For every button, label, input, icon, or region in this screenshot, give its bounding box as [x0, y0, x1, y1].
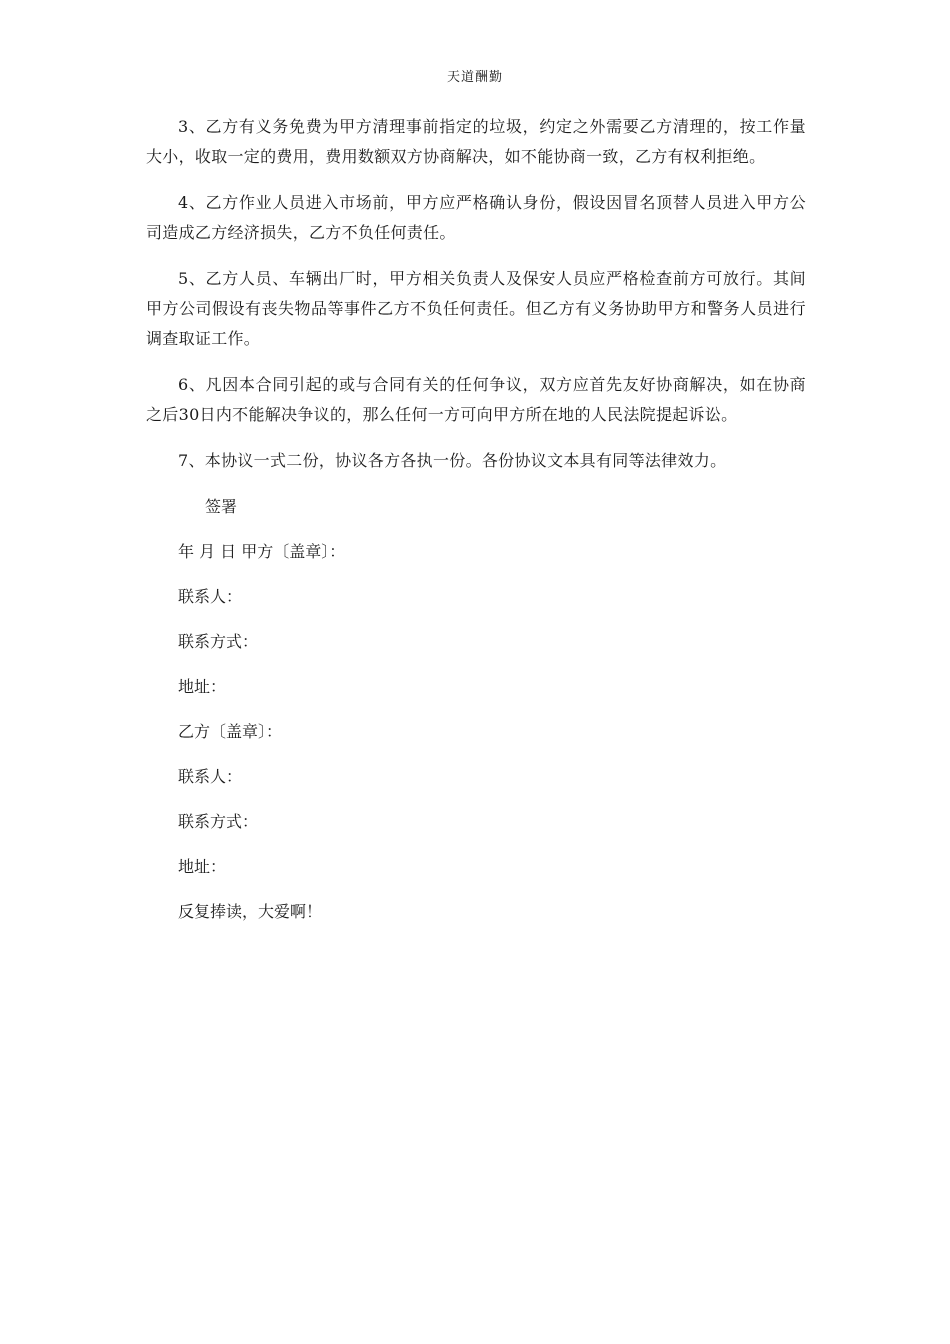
document-body — [146, 112, 806, 942]
party-a-address: 地址： — [178, 677, 227, 696]
clause-5: 5、乙方人员、车辆出厂时，甲方相关负责人及保安人员应严格检查前方可放行。其间甲方公司假设有丧失物品等事件乙方不负任何责任。但乙方有义务协助甲方和警务人员进行调查取证工作。 — [146, 269, 806, 348]
party-a-contact: 联系人： — [178, 587, 243, 606]
clause-7: 7、本协议一式二份，协议各方各执一份。各份协议文本具有同等法律效力。 — [178, 451, 727, 470]
party-b-label: 乙方〔盖章〕： — [178, 722, 283, 741]
party-b-contact: 联系人： — [178, 767, 243, 786]
party-b-address: 地址： — [178, 857, 227, 876]
closing-remark: 反复捧读，大爱啊！ — [178, 902, 323, 921]
page-header: 天道酬勤 — [446, 70, 503, 85]
signature-title: 签署 — [205, 497, 238, 516]
party-a-contact-method: 联系方式： — [178, 632, 259, 651]
clause-3: 3、乙方有义务免费为甲方清理事前指定的垃圾，约定之外需要乙方清理的，按工作量大小，收取一定的费用，费用数额双方协商解决，如不能协商一致，乙方有权利拒绝。 — [146, 117, 806, 166]
party-b-contact-method: 联系方式： — [178, 812, 259, 831]
date-party-a-line: 年 月 日 甲方〔盖章〕： — [178, 542, 346, 561]
clause-4: 4、乙方作业人员进入市场前，甲方应严格确认身份，假设因冒名顶替人员进入甲方公司造成乙方经济损失，乙方不负任何责任。 — [146, 193, 806, 242]
clause-6: 6、凡因本合同引起的或与合同有关的任何争议，双方应首先友好协商解决，如在协商之后30日内不能解决争议的，那么任何一方可向甲方所在地的人民法院提起诉讼。 — [146, 375, 806, 424]
